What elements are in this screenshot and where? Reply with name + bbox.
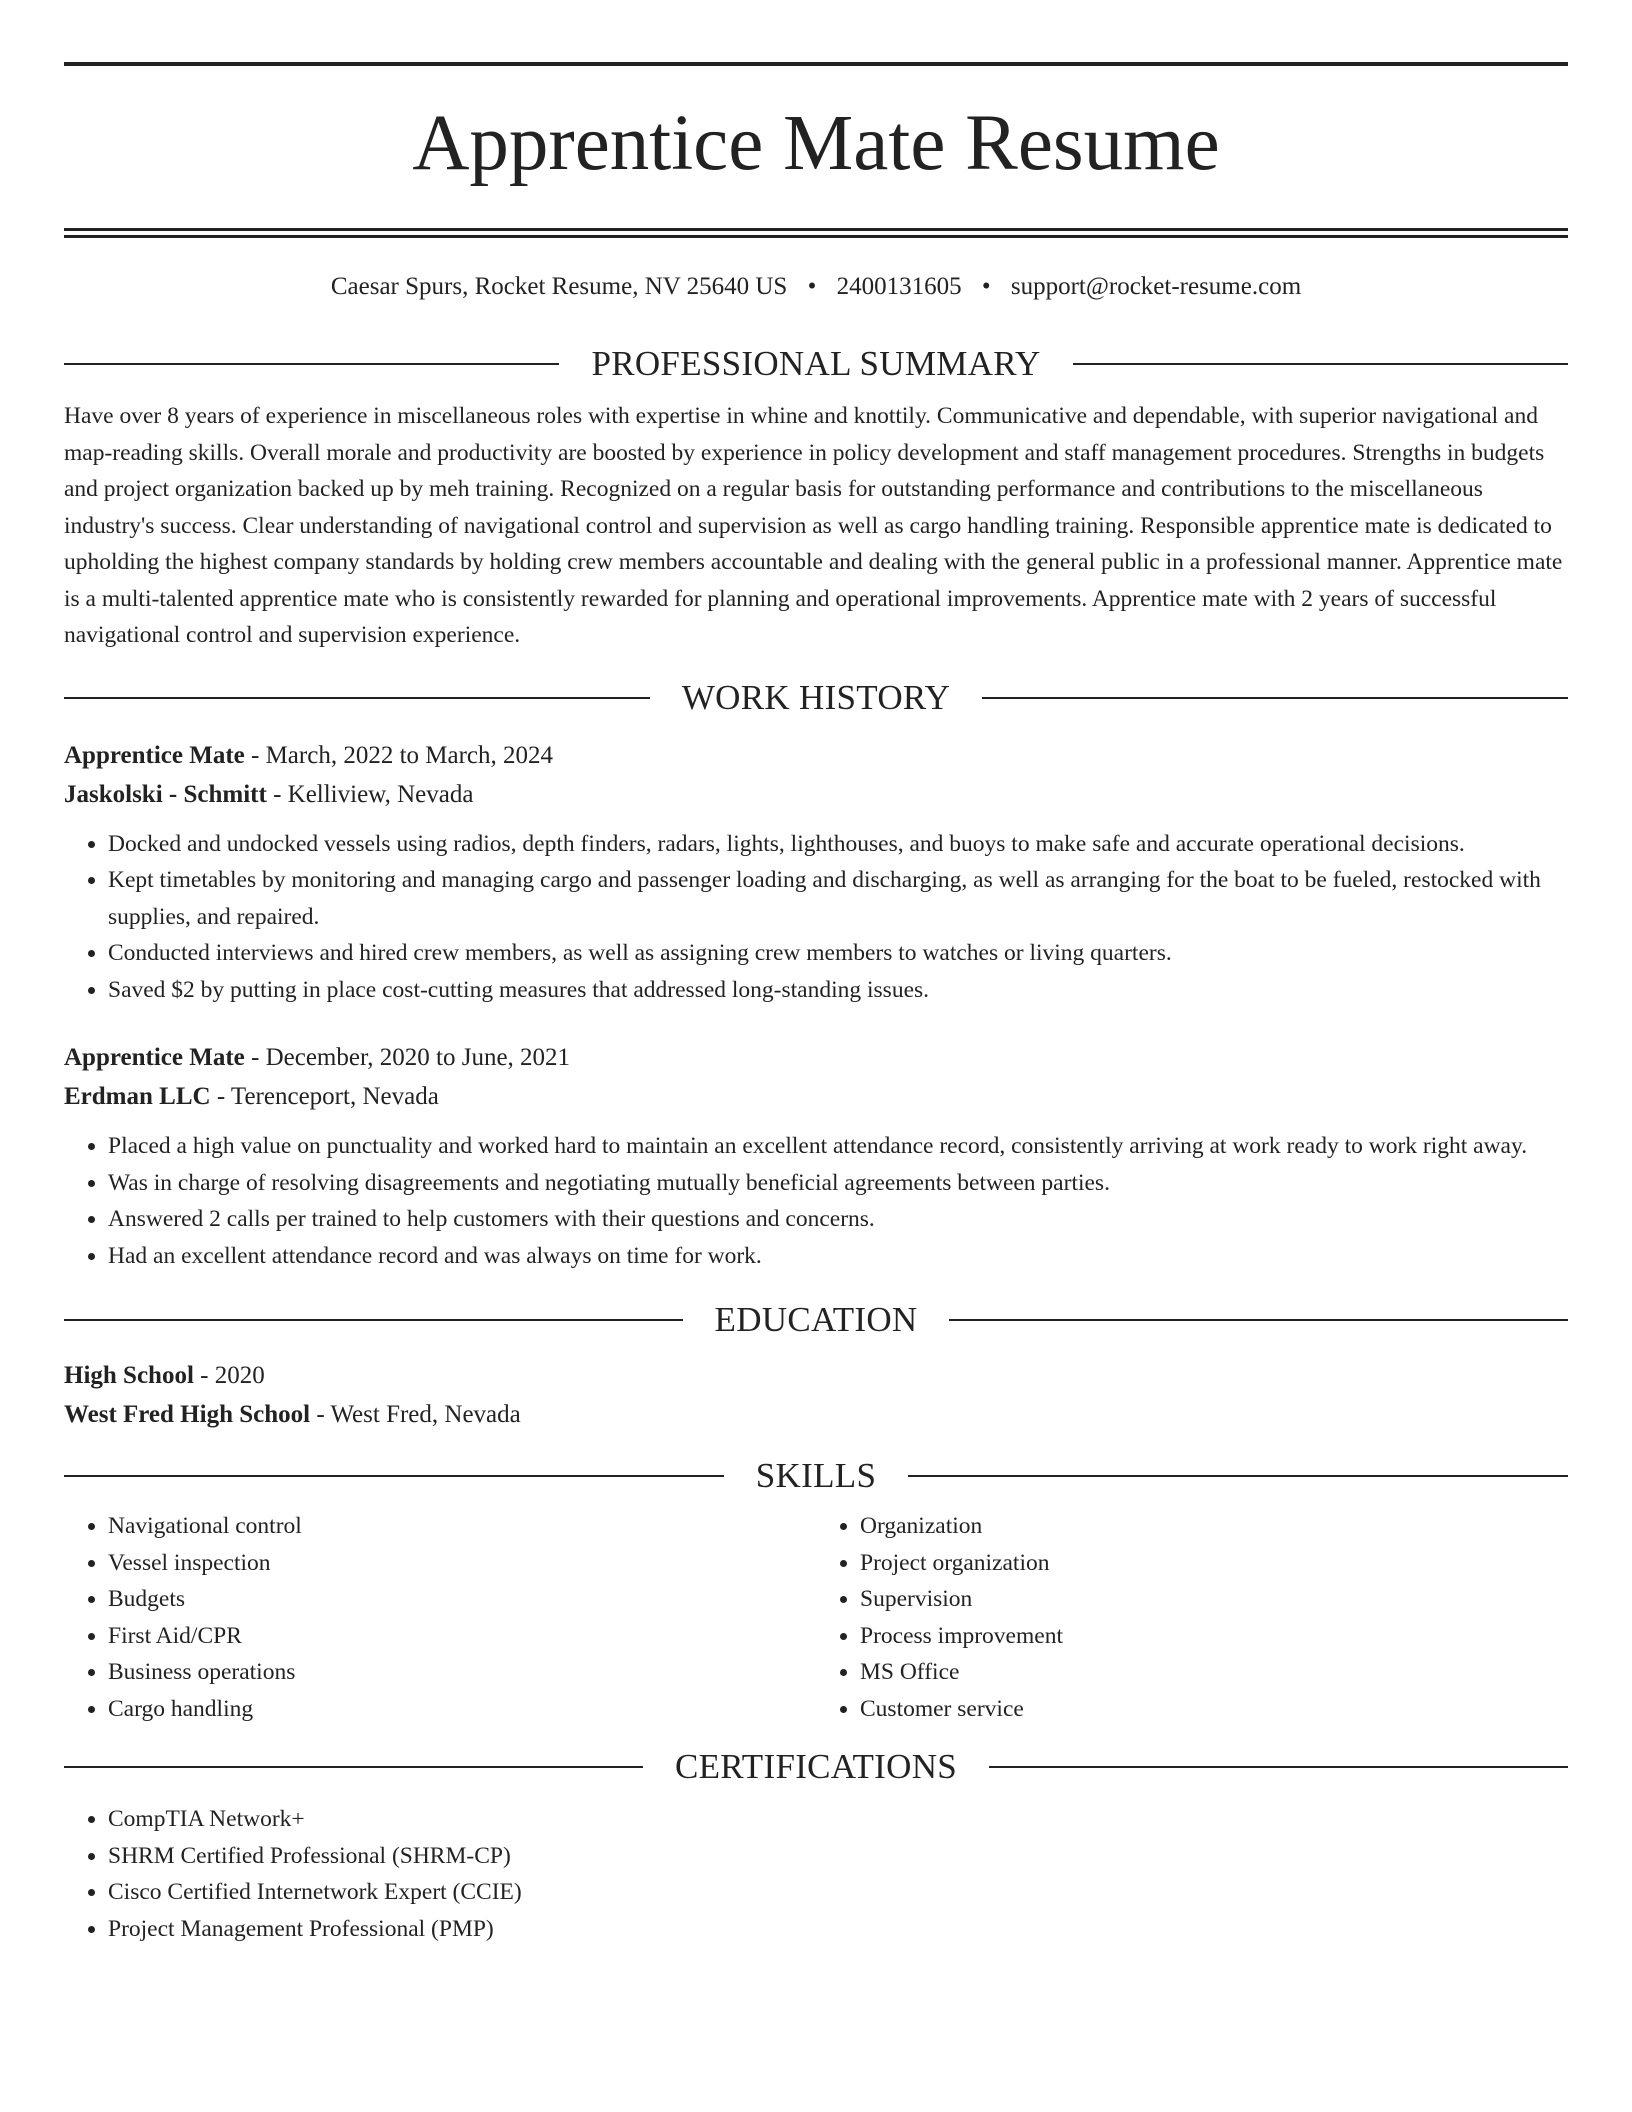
work-heading-label: WORK HISTORY (681, 677, 951, 717)
job-company: Erdman LLC (64, 1083, 211, 1110)
heading-rule-right (982, 697, 1568, 699)
skill-item: • Process improvement (860, 1618, 1568, 1655)
education-degree: High School (64, 1362, 194, 1389)
skill-item: • First Aid/CPR (108, 1618, 816, 1655)
job-bullet: • Saved $2 by putting in place cost-cutting measures that addressed long-standing issues. (108, 972, 1568, 1009)
skills-column-left (64, 1508, 816, 1727)
job-bullet: • Had an excellent attendance record and was always on time for work. (108, 1238, 1568, 1275)
certifications-list (64, 1801, 1568, 1947)
job-bullet: • Placed a high value on punctuality and worked hard to maintain an excellent attendance record, consistently arriving at work ready to work right away. (108, 1128, 1568, 1165)
certifications-heading-label: CERTIFICATIONS (674, 1747, 958, 1786)
job-dates: - December, 2020 to June, 2021 (244, 1044, 571, 1071)
heading-rule-left (64, 1475, 724, 1477)
job-location: - Kelliview, Nevada (266, 780, 474, 808)
skill-item: • Cargo handling (108, 1691, 816, 1728)
job-bullet: • Kept timetables by monitoring and managing cargo and passenger loading and discharging, as well as arranging for the boat to be fueled, restocked with supplies, and repaired. (108, 862, 1568, 935)
job-bullets (64, 1128, 1568, 1274)
certification-item: • CompTIA Network+ (108, 1801, 1568, 1838)
job-company-line (64, 775, 1568, 814)
job-company-line (64, 1077, 1568, 1116)
education-degree-line (64, 1356, 1568, 1395)
education-school-line (64, 1395, 1568, 1434)
certifications-heading (64, 1745, 1568, 1789)
contact-separator: • (807, 273, 817, 300)
resume-title: Apprentice Mate Resume (412, 100, 1220, 187)
top-rule (64, 62, 1568, 66)
contact-phone: 2400131605 (836, 273, 962, 300)
heading-rule-right (989, 1766, 1568, 1768)
job-dates: - March, 2022 to March, 2024 (244, 741, 554, 769)
job-entry (64, 1038, 1568, 1274)
education-entry (64, 1356, 1568, 1434)
skill-item: • Budgets (108, 1581, 816, 1618)
job-title: Apprentice Mate (64, 1044, 245, 1071)
skill-item: • Project organization (860, 1545, 1568, 1582)
heading-rule-left (64, 1319, 683, 1321)
heading-rule-right (1073, 363, 1568, 365)
heading-rule-right (908, 1475, 1568, 1477)
skill-item: • Supervision (860, 1581, 1568, 1618)
job-title-line (64, 1038, 1568, 1077)
job-title-line (64, 736, 1568, 775)
job-location: - Terenceport, Nevada (210, 1083, 439, 1110)
job-company: Jaskolski - Schmitt (64, 780, 267, 808)
job-bullet: • Was in charge of resolving disagreements and negotiating mutually beneficial agreements between parties. (108, 1165, 1568, 1202)
education-school: West Fred High School (64, 1401, 311, 1428)
skill-item: • Organization (860, 1508, 1568, 1545)
title-double-rule (64, 228, 1568, 238)
certification-item: • SHRM Certified Professional (SHRM-CP) (108, 1838, 1568, 1875)
contact-address: Caesar Spurs, Rocket Resume, NV 25640 US (330, 273, 788, 300)
resume-page (64, 0, 1568, 1947)
job-title: Apprentice Mate (64, 741, 245, 769)
heading-rule-left (64, 363, 559, 365)
summary-heading-label: PROFESSIONAL SUMMARY (591, 344, 1041, 383)
skill-item: • Business operations (108, 1654, 816, 1691)
contact-email[interactable]: support@rocket-resume.com (1010, 273, 1302, 300)
certification-item: • Cisco Certified Internetwork Expert (CCIE) (108, 1874, 1568, 1911)
contact-line (64, 272, 1568, 302)
skills-heading (64, 1454, 1568, 1498)
heading-rule-left (64, 1766, 643, 1768)
summary-text: Have over 8 years of experience in miscellaneous roles with expertise in whine and knottily. Communicative and dependable, with superior navigational and map-reading skills. Overall morale and productivity are boosted by experience in policy development and staff management procedures. Strengths in budgets and project organization backed up by meh training. Recognized on a regular basis for outstanding performance and contributions to the miscellaneous industry's success. Clear understanding of navigational control and supervision as well as cargo handling training. Responsible apprentice mate is dedicated to upholding the highest company standards by holding crew members accountable and dealing with the general public in a professional manner. Apprentice mate is a multi-talented apprentice mate who is consistently rewarded for planning and operational improvements. Apprentice mate with 2 years of successful navigational control and supervision experience. (64, 403, 1563, 648)
job-bullet: • Answered 2 calls per trained to help customers with their questions and concerns. (108, 1201, 1568, 1238)
skill-item: • Navigational control (108, 1508, 816, 1545)
skills-heading-label: SKILLS (755, 1456, 877, 1495)
skills-list (64, 1508, 1568, 1727)
job-entry (64, 736, 1568, 1009)
heading-rule-right (949, 1319, 1568, 1321)
job-bullet: • Conducted interviews and hired crew members, as well as assigning crew members to watches or living quarters. (108, 935, 1568, 972)
skills-column-right (816, 1508, 1568, 1727)
education-heading (64, 1298, 1568, 1342)
education-location: - West Fred, Nevada (310, 1401, 521, 1428)
job-bullet: • Docked and undocked vessels using radios, depth finders, radars, lights, lighthouses, and buoys to make safe and accurate operational decisions. (108, 826, 1568, 863)
contact-separator: • (981, 273, 991, 300)
summary-heading (64, 342, 1568, 386)
education-year: - 2020 (193, 1362, 265, 1389)
heading-rule-left (64, 697, 650, 699)
skill-item: • MS Office (860, 1654, 1568, 1691)
certification-item: • Project Management Professional (PMP) (108, 1911, 1568, 1948)
work-heading (64, 676, 1568, 720)
work-history (64, 736, 1568, 1275)
skill-item: • Customer service (860, 1691, 1568, 1728)
job-bullets (64, 826, 1568, 1009)
education-heading-label: EDUCATION (714, 1300, 918, 1339)
skill-item: • Vessel inspection (108, 1545, 816, 1582)
